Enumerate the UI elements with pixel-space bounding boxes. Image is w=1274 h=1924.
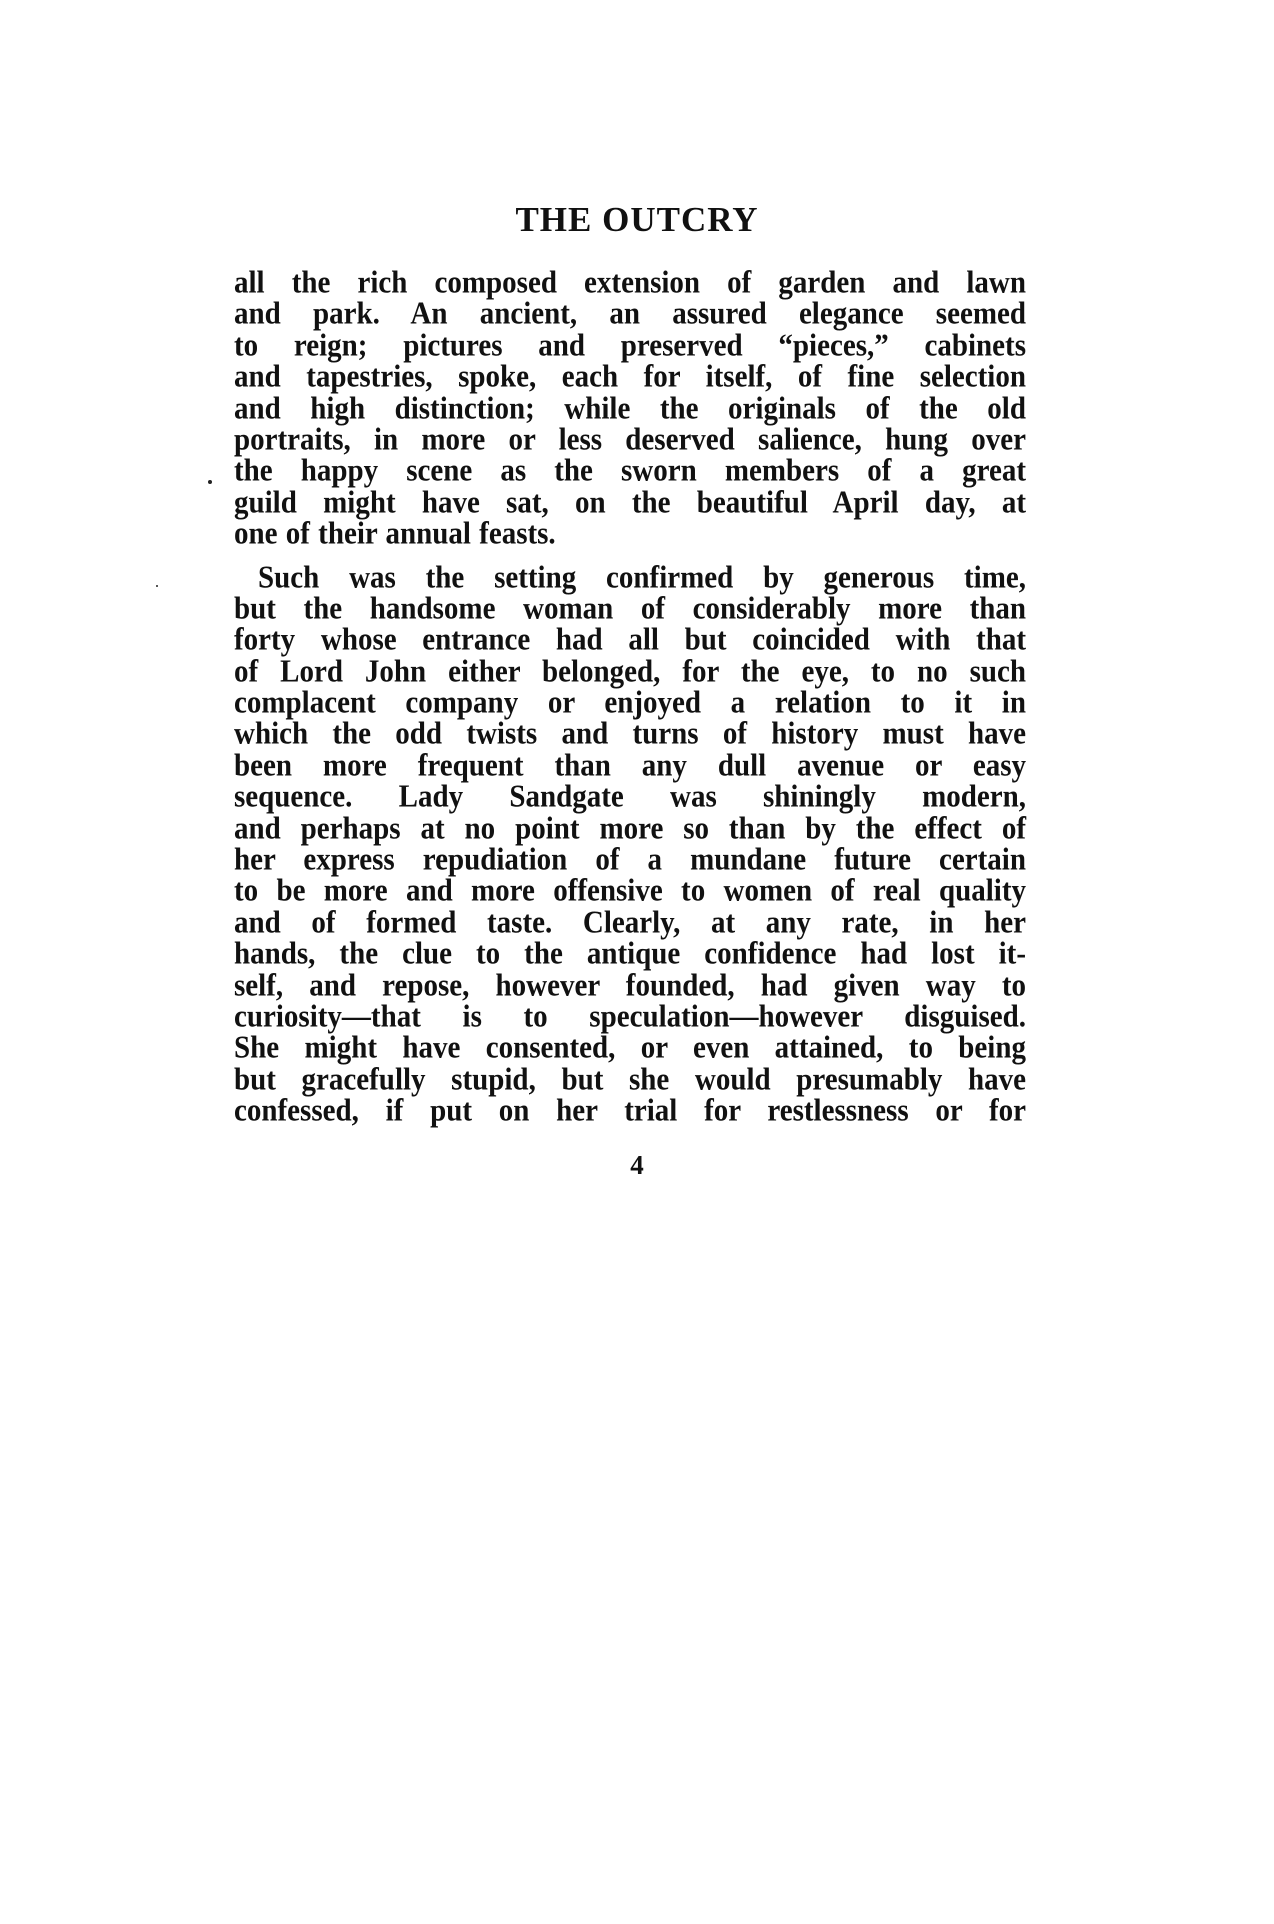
- text-line: forty whose entrance had all but coincided with that: [234, 622, 1026, 658]
- text-line: to be more and more offensive to women of real quality: [234, 874, 1026, 909]
- paragraph: [234, 560, 1026, 1129]
- text-line: but the handsome woman of considerably more than: [234, 591, 1026, 627]
- text-line: all the rich composed extension of garden and lawn: [234, 265, 1026, 301]
- scan-speck: [156, 585, 158, 587]
- text-line: portraits, in more or less deserved salience, hung over: [234, 422, 1026, 458]
- text-line: which the odd twists and turns of history must have: [234, 717, 1026, 752]
- text-line: confessed, if put on her trial for restlessness or for: [234, 1093, 1026, 1129]
- text-line: and perhaps at no point more so than by the effect of: [234, 811, 1026, 846]
- text-line: Such was the setting confirmed by generous time,: [258, 560, 1026, 595]
- text-line: her express repudiation of a mundane future certain: [234, 842, 1026, 878]
- text-line: but gracefully stupid, but she would presumably have: [234, 1062, 1026, 1097]
- text-line: and park. An ancient, an assured elegance seemed: [234, 297, 1026, 332]
- paragraph: [234, 265, 1026, 552]
- scan-speck: [208, 480, 212, 484]
- text-line: sequence. Lady Sandgate was shiningly modern,: [234, 779, 1026, 815]
- running-head: THE OUTCRY: [515, 200, 759, 239]
- text-line: hands, the clue to the antique confidence had lost it-: [234, 936, 1026, 972]
- text-line: and of formed taste. Clearly, at any rate, in her: [234, 905, 1026, 941]
- text-line: complacent company or enjoyed a relation to it in: [234, 685, 1026, 721]
- body-text: [234, 265, 1026, 1140]
- text-line: curiosity—that is to speculation—however disguised.: [234, 999, 1026, 1035]
- text-line: to reign; pictures and preserved “pieces,” cabinets: [234, 328, 1026, 364]
- text-line: self, and repose, however founded, had given way to: [234, 968, 1026, 1003]
- text-line: of Lord John either belonged, for the eye, to no such: [234, 654, 1026, 689]
- text-line: the happy scene as the sworn members of a great: [234, 454, 1026, 489]
- text-line: and tapestries, spoke, each for itself, of fine selection: [234, 359, 1026, 395]
- page-number: 4: [630, 1150, 644, 1180]
- text-line: one of their annual feasts.: [234, 516, 556, 552]
- text-line: and high distinction; while the originals of the old: [234, 391, 1026, 426]
- text-line: guild might have sat, on the beautiful April day, at: [234, 485, 1026, 520]
- text-line: been more frequent than any dull avenue or easy: [234, 748, 1026, 784]
- text-line: She might have consented, or even attained, to being: [234, 1031, 1026, 1066]
